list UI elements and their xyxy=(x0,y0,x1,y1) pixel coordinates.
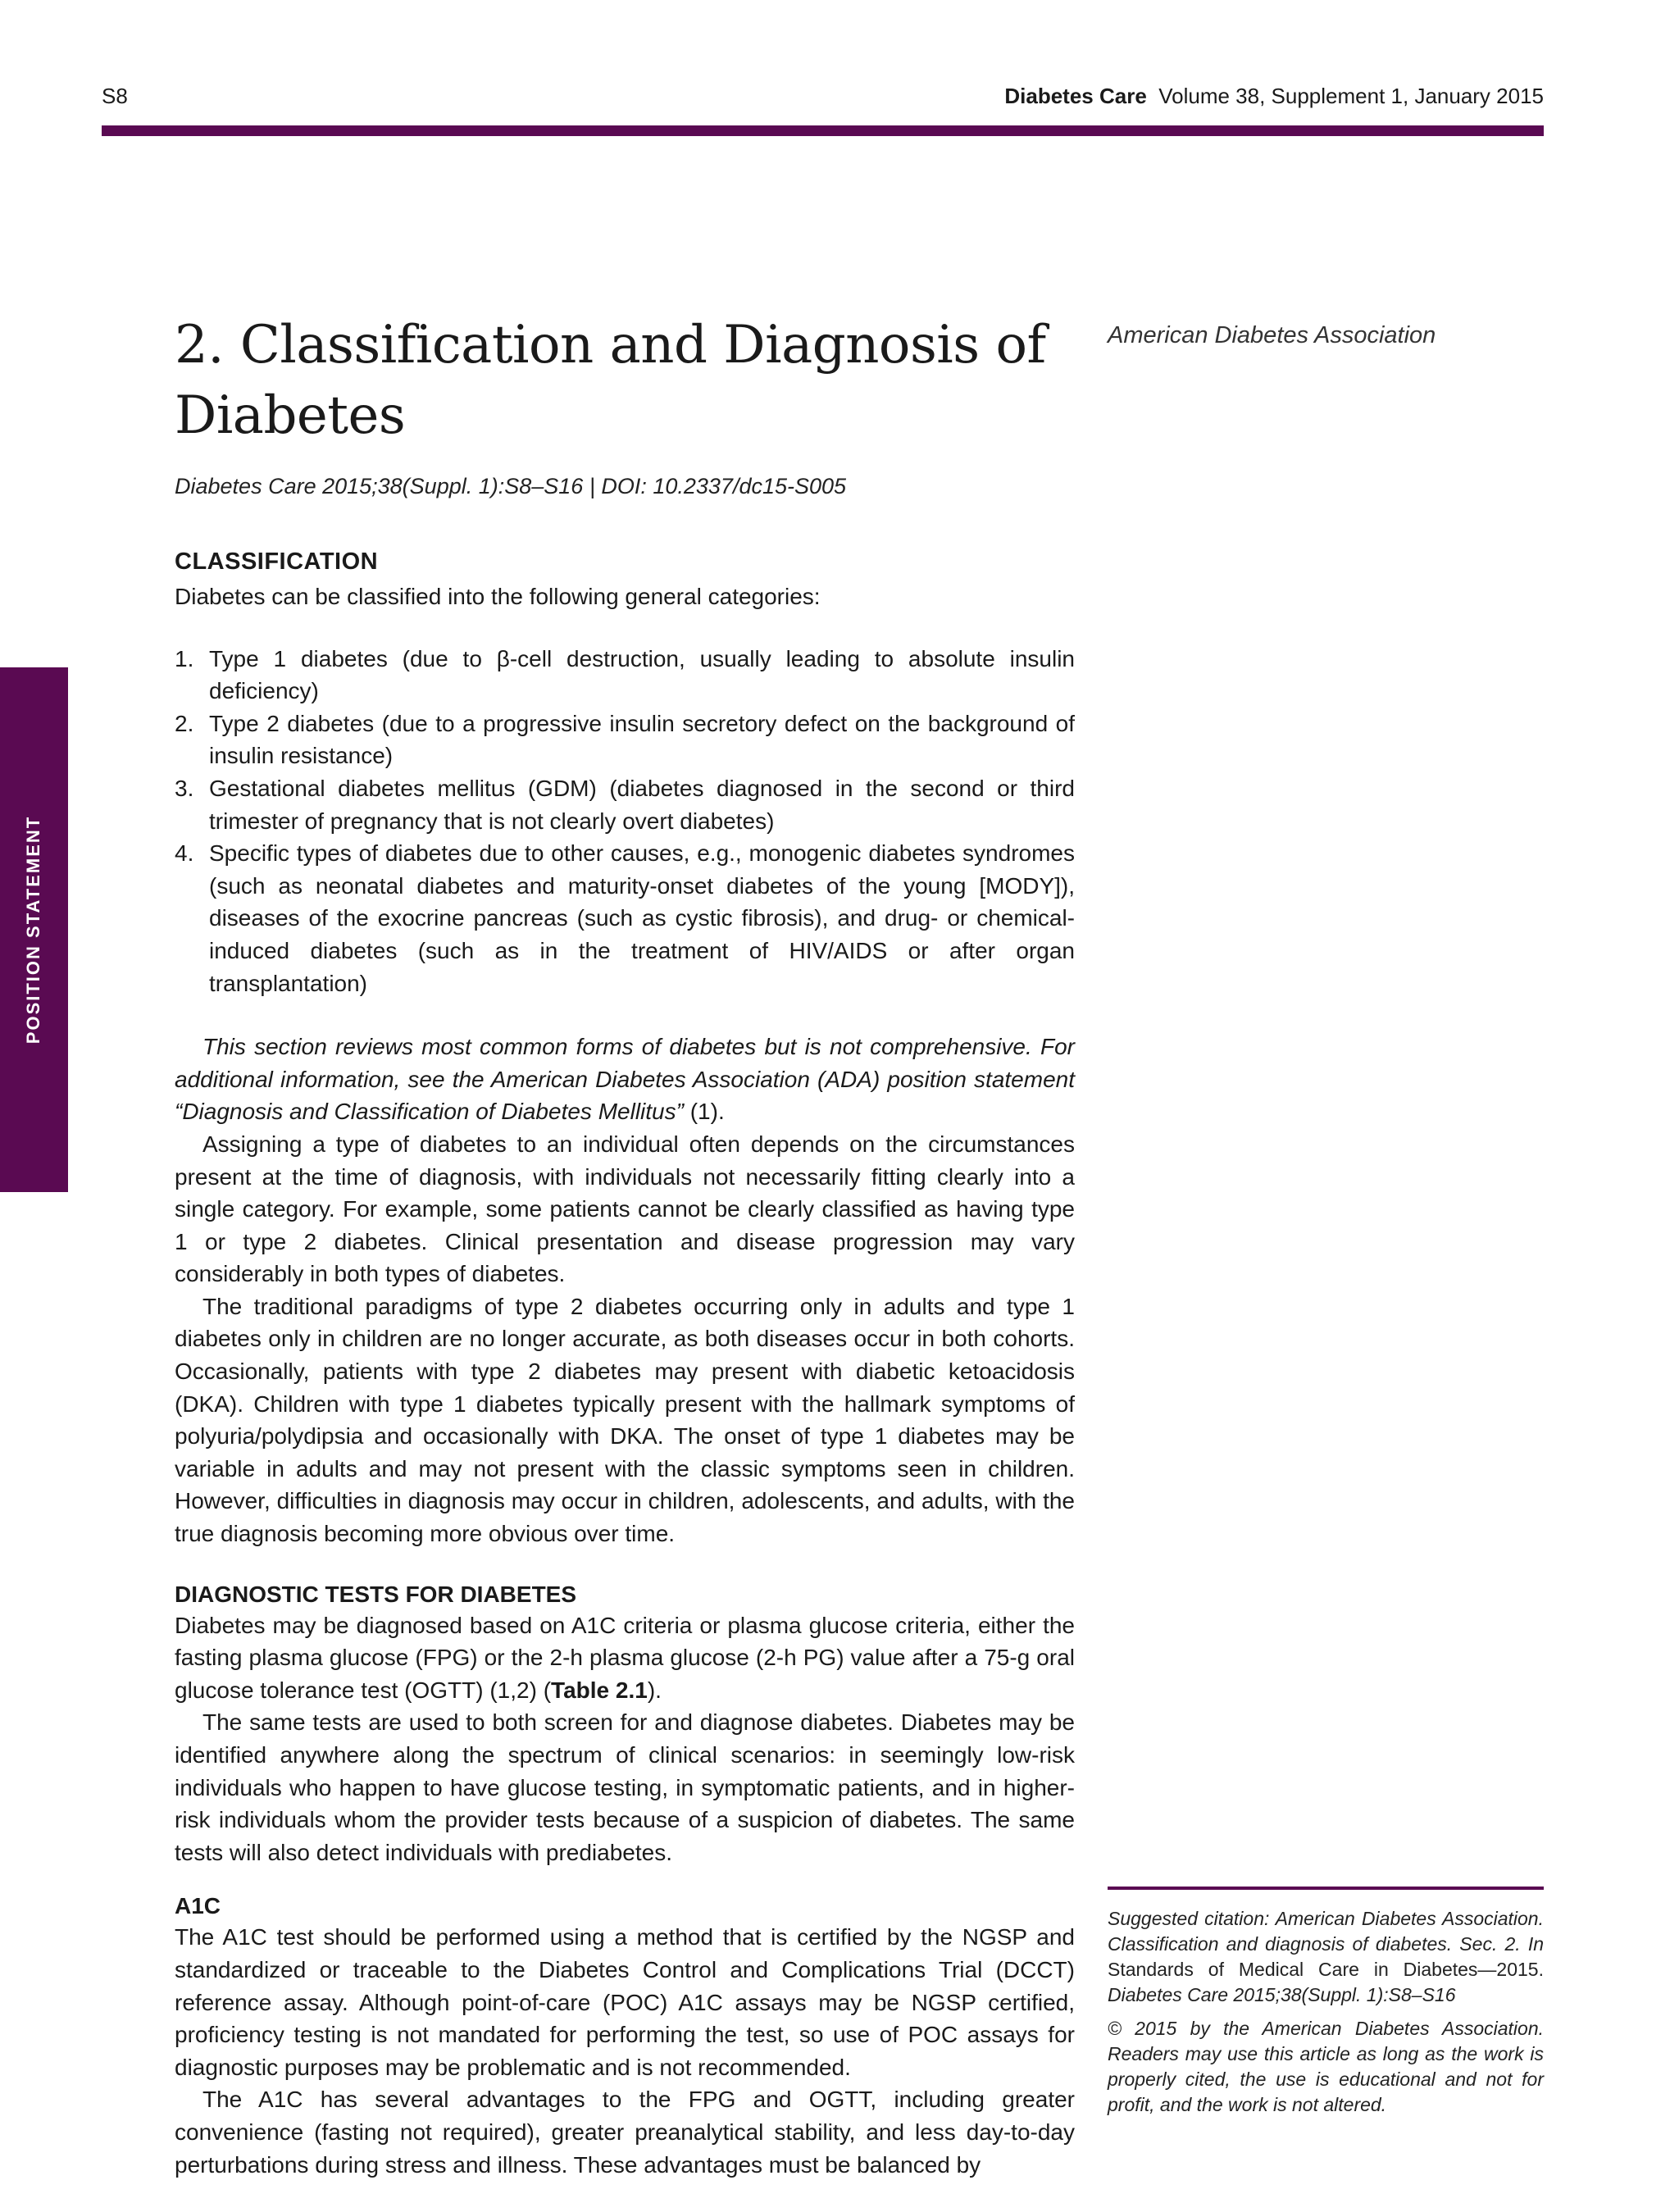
list-item xyxy=(175,708,1075,772)
citation-text: Suggested citation: American Diabetes Association. Classification and diagnosis of diabetes. Sec. 2. xyxy=(1108,1908,1544,1955)
list-item-number: 4. xyxy=(175,840,194,867)
citation-standards: Standards of Medical Care in Diabetes—2015. xyxy=(1108,1959,1544,1980)
list-item-text: Specific types of diabetes due to other causes, e.g., monogenic diabetes syndromes (such as neonatal diabetes and maturity-onset diabetes of the young [MODY]), diseases of the exocrine pancreas (such as cystic fibrosis), and drug- or chemical-induced diabetes (such as in the treatment of HIV/AIDS or after organ transplantation) xyxy=(209,840,1075,996)
list-item-number: 1. xyxy=(175,645,194,671)
note-reference: (1). xyxy=(683,1099,725,1125)
list-item xyxy=(175,772,1075,837)
classification-paragraph-2: The traditional paradigms of type 2 diabetes occurring only in adults and type 1 diabetes only in children are no longer accurate, as both diseases occur in both cohorts. Occasionally, patients with type 2 diabetes may present with diabetic ketoacidosis (DKA). Children with type 1 diabetes typically present with the hallmark symptoms of polyuria/polydipsia and occasionally with DKA. The onset of type 1 diabetes may be variable in adults and may not present with the classic symptoms seen in children. However, difficulties in diagnosis may occur in children, adolescents, and adults, with the true diagnosis becoming more obvious over time. xyxy=(175,1293,1075,1547)
diagnostic-text: Diabetes may be diagnosed based on A1C criteria or plasma glucose criteria, either the fasting plasma glucose (FPG) or the 2-h plasma glucose (2-h PG) value after a 75-g oral glucose tolerance test (OGTT) (1,2) ( xyxy=(175,1612,1075,1703)
citation-source: Diabetes Care 2015;38(Suppl. 1):S8–S16 xyxy=(1108,1984,1456,2005)
citation-box xyxy=(1108,1906,1544,2126)
suggested-citation xyxy=(1108,1906,1544,2008)
a1c-paragraph-2: The A1C has several advantages to the FPG and OGTT, including greater convenience (fasting not required), greater preanalytical stability, and less day-to-day perturbations during stress and illness. These advantages must be balanced by xyxy=(175,2087,1075,2178)
table-reference: Table 2.1 xyxy=(551,1677,648,1703)
diagnostic-paragraph-2: The same tests are used to both screen for and diagnose diabetes. Diabetes may be identified anywhere along the spectrum of clinical scenarios: in seemingly low-risk individuals who happen to have glucose testing, in symptomatic patients, and in higher-risk individuals whom the provider tests because of a suspicion of diabetes. The same tests will also detect individuals with prediabetes. xyxy=(175,1709,1075,1865)
list-item-number: 2. xyxy=(175,710,194,736)
list-item xyxy=(175,643,1075,708)
a1c-paragraph-1: The A1C test should be performed using a method that is certified by the NGSP and standardized or traceable to the Diabetes Control and Complications Trial (DCCT) reference assay. Although point-of-care (POC) A1C assays may be NGSP certified, proficiency testing is not mandated for performing the test, so use of POC assays for diagnostic purposes may be problematic and is not recommended. xyxy=(175,1924,1075,2080)
doi-citation-line: Diabetes Care 2015;38(Suppl. 1):S8–S16 | DOI: 10.2337/dc15-S005 xyxy=(175,474,847,498)
classification-note xyxy=(175,1031,1075,1128)
copyright-notice: © 2015 by the American Diabetes Association. Readers may use this article as long as the work is properly cited, the use is educational and not for profit, and the work is not altered. xyxy=(1108,2018,1544,2115)
citation-rule xyxy=(1108,1887,1544,1890)
article-title: 2. Classification and Diagnosis of Diabetes xyxy=(175,315,1046,446)
section-heading-classification: CLASSIFICATION xyxy=(175,548,379,575)
note-italic: This section reviews most common forms of diabetes but is not comprehensive. For additional information, see the American Diabetes Association (ADA) position statement “Diagnosis and Classification of Diabetes Mellitus” xyxy=(175,1034,1075,1125)
side-tab-label: POSITION STATEMENT xyxy=(23,815,43,1045)
classification-list xyxy=(175,643,1075,1000)
article-body xyxy=(175,310,1075,2181)
journal-issue: Volume 38, Supplement 1, January 2015 xyxy=(1158,84,1544,108)
diagnostic-paragraph-1 xyxy=(175,1609,1075,1707)
author-name: American Diabetes Association xyxy=(1108,322,1436,348)
list-item-text: Type 1 diabetes (due to β-cell destruction, usually leading to absolute insulin deficiency) xyxy=(209,645,1075,704)
page-number: S8 xyxy=(102,84,128,108)
list-item-text: Gestational diabetes mellitus (GDM) (diabetes diagnosed in the second or third trimester of pregnancy that is not clearly overt diabetes) xyxy=(209,775,1075,834)
list-item-text: Type 2 diabetes (due to a progressive insulin secretory defect on the background of insulin resistance) xyxy=(209,710,1075,769)
diagnostic-text-end: ). xyxy=(647,1677,662,1703)
classification-intro: Diabetes can be classified into the following general categories: xyxy=(175,584,821,609)
section-heading-diagnostic: DIAGNOSTIC TESTS FOR DIABETES xyxy=(175,1581,577,1607)
classification-paragraph-1: Assigning a type of diabetes to an individual often depends on the circumstances present at the time of diagnosis, with individuals not necessarily fitting clearly into a single category. For example, some patients cannot be clearly classified as having type 1 or type 2 diabetes. Clinical presentation and disease progression may vary considerably in both types of diabetes. xyxy=(175,1131,1075,1287)
header-rule xyxy=(102,125,1544,136)
section-heading-a1c: A1C xyxy=(175,1893,221,1919)
list-item xyxy=(175,837,1075,999)
journal-name: Diabetes Care xyxy=(1004,84,1147,108)
side-tab xyxy=(0,667,68,1192)
running-header xyxy=(1004,84,1544,109)
citation-in: In xyxy=(1527,1933,1544,1955)
list-item-number: 3. xyxy=(175,775,194,801)
